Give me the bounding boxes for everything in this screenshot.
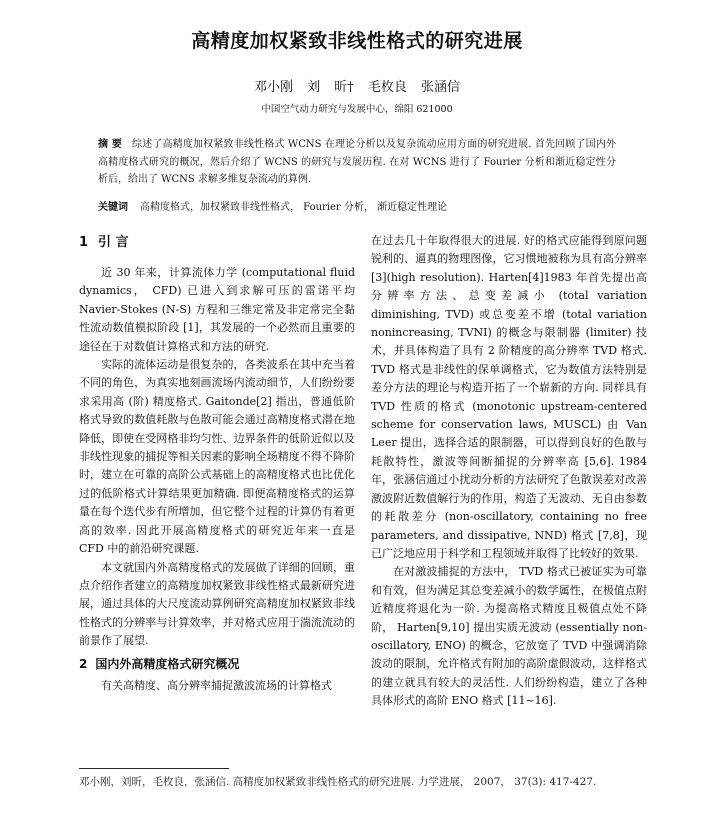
section-2-number: 2 [79, 656, 88, 671]
affiliation: 中国空气动力研究与发展中心，绵阳 621000 [261, 104, 453, 115]
keywords-text: 高精度格式，加权紧致非线性格式， Fourier 分析， 渐近稳定性理论 [140, 202, 448, 213]
section-1-paragraph: 近 30 年来，计算流体力学 (computational fluid dynamics， CFD) 已进入到求解可压的雷诺平均 Navier-Stokes (N-S) 方程和三维定常及非定常完全黏性流动数值模拟阶段 [1]，其发展的一个必然而且重要的途径在于对数值计算格式和方法的研究. [79, 266, 355, 353]
abstract-text: 综述了高精度加权紧致非线性格式 WCNS 在理论分析以及复杂流动应用方面的研究进展. 首先回顾了国内外高精度格式研究的概况，然后介绍了 WCNS 的研究与发展历程. 在对 WCNS 进行了 Fourier 分析和渐近稳定性分析后，给出了 WCNS 求解多维复杂流动的算例. [98, 139, 616, 185]
section-1-title: 引 言 [98, 235, 129, 250]
section-1-number: 1 [79, 235, 89, 250]
section-2-heading [79, 654, 355, 674]
footnote-rule [79, 768, 229, 769]
section-1-paragraph: 本文就国内外高精度格式的发展做了详细的回顾，重点介绍作者建立的高精度加权紧致非线性格式最新研究进展，通过具体的大尺度流动算例研究高精度加权紧致非线性格式的分辨率与计算效率，并对格式应用于湍流流动的前景作了展望. [79, 560, 355, 648]
paper-title: 高精度加权紧致非线性格式的研究进展 [191, 30, 523, 52]
abstract [98, 136, 616, 189]
section-1-heading [79, 232, 355, 254]
keywords-label: 关键词 [98, 202, 128, 213]
section-2-continuation: 在过去几十年取得很大的进展. 好的格式应能得到原问题锐利的、逼真的物理图像，它习惯地被称为具有高分辨率 [3](high resolution). Harten[4]1983 年首先提出高分辨率方法、总变差减小 (total variation diminishing, TVD) 或总变差不增 (total variation nonincreasing, TVNI) 的概念与限制器 (limiter) 技术，并具体构造了具有 2 阶精度的高分辨率 TVD 格式. TVD 格式是非线性的保单调格式，它为数值方法特别是差分方法的理论与构造开拓了一个崭新的方向. 同样具有 TVD 性质的格式 (monotonic upstream-centered scheme for conservation laws, MUSCL) 由 Van Leer 提出，选择合适的限制器，可以得到良好的色散与耗散特性，激波等间断捕捉的分辨率高 [5,6]. 1984 年，张涵信通过小扰动分析的方法研究了色散误差对改善激波附近数值解行为的作用，构造了无波动、无自由参数的耗散差分 (non-oscillatory, containing no free parameters, and dissipative, NND) 格式 [7,8]，现已广泛地应用于科学和工程领域并取得了比较好的效果. [371, 234, 647, 560]
right-column [371, 232, 647, 711]
left-column [79, 232, 355, 695]
author-list: 邓小刚 刘 昕† 毛枚良 张涵信 [253, 80, 461, 95]
section-2-paragraph: 有关高精度、高分辨率捕捉激波流场的计算格式 [101, 678, 332, 692]
section-2-paragraph: 在对激波捕捉的方法中， TVD 格式已被证实为可靠和有效，但为满足其总变差减小的数学属性，在极值点附近精度将退化为一阶. 为提高格式精度且极值点处不降阶， Harten[9,10] 提出实质无波动 (essentially non-oscillatory, ENO) 的概念，它放宽了 TVD 中强调消除波动的限制，允许格式有附加的高阶虚假波动，这样格式的建立就具有较大的灵活性. 人们纷纷构造，建立了各种具体形式的高阶 ENO 格式 [11~16]. [371, 565, 647, 708]
abstract-label: 摘 要 [98, 139, 122, 150]
section-1-paragraph: 实际的流体运动是很复杂的，各类波系在其中充当着不同的角色，为真实地刻画流场内流动细节，人们纷纷要求采用高 (阶) 精度格式. Gaitonde[2] 指出，普通低阶格式导致的数值耗散与色散可能会通过高精度格式潜在地降低，即使在受网格非均匀性、边界条件的低阶近似以及非线性现象的捕捉等相关因素的影响全场精度不得不降阶时，建立在可靠的高阶公式基础上的高精度格式也比优化过的低阶格式计算结果更加精确. 即便高精度格式的运算量在每个迭代步有所增加，但它整个过程的计算仍有着更高的效率. 因此开展高精度格式的研究近年来一直是 CFD 中的前沿研究课题. [79, 358, 355, 556]
keywords [98, 200, 616, 216]
citation-footer: 邓小刚，刘昕，毛枚良，张涵信. 高精度加权紧致非线性格式的研究进展. 力学进展， 2007， 37(3): 417-427. [79, 776, 597, 788]
section-2-title: 国内外高精度格式研究概况 [95, 656, 240, 671]
